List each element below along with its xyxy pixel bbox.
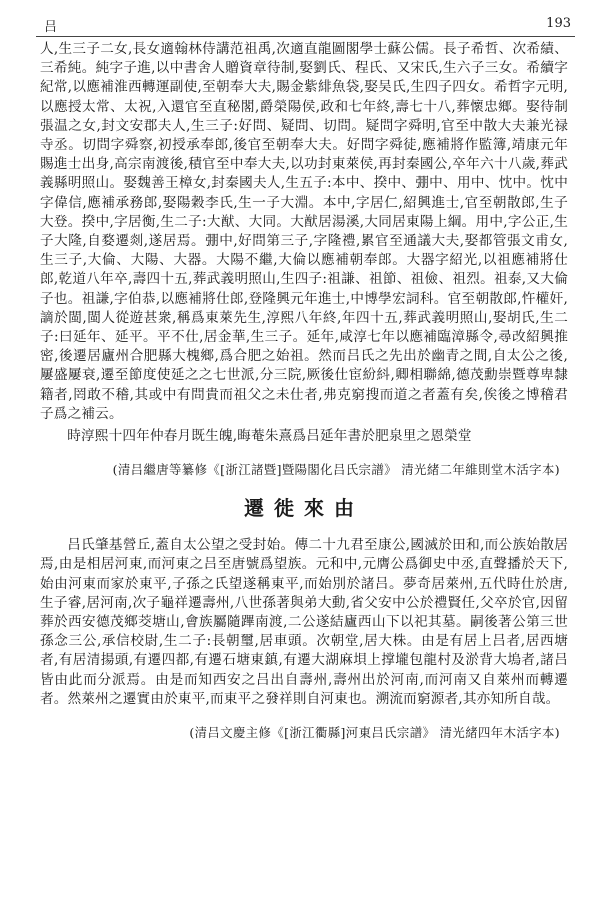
body-paragraph-genealogy: 人,生三子二女,長女適翰林侍講范祖禹,次適直龍圖閣學士蘇公儒。長子希哲、次希績、三希純。純字子進,以中書舍人贈資章待制,娶劉氏、程氏、又宋氏,生六子三女。希續字紀常,以應補淮西轉運副使,至朝奉大夫,賜金紫緋魚袋,娶吴氏,生四子四女。希哲字元明,以應授太常、太祝,入還官至直秘閣,爵榮陽侯,政和七年終,壽七十八,葬懷忠鄉。娶待制張温之女,封文安郡夫人,生三子:好問、疑問、切問。疑問字舜明,官至中散大夫兼光禄寺丞。切問字舜察,初授承奉郎,後官至朝奉大夫。好問字舜徒,應補將作監簿,靖康元年賜進士出身,高宗南渡後,積官至中奉大夫,以功封東萊侯,再封秦國公,卒年六十八歲,葬武義縣明照山。娶魏善王樟女,封秦國夫人,生五子:本中、揆中、弸中、用中、忱中。忱中字偉信,應補承務郎,娶陽穀李氏,生一子大淵。本中,字居仁,紹興進士,官至朝散郎,生子大登。揆中,字居衡,生二子:大猷、大同。大猷居湯溪,大同居東陽上綱。用中,字公正,生子大隆,自婺遷剡,遂居焉。弸中,好問第三子,字隆禮,累官至通議大夫,娶都管張文甫女,生三子,大倫、大陽、大器。大陽不繼,大倫以應補朝奉郎。大器字紹光,以祖應補將仕郎,乾道八年卒,壽四十五,葬武義明照山,生四子:祖謙、祖節、祖儉、祖烈。祖泰,又大倫子也。祖謙,字伯恭,以應補將仕郎,登隆興元年進士,中博學宏詞科。官至朝散郎,忤權奸,謫於閩,閩人從遊甚衆,稱爲東萊先生,淳熙八年終,年四十五,葬武義明照山,娶胡氏,生二子:曰延年、延平。平不仕,居金華,生三子。延年,咸淳七年以應補臨漳縣令,尋改紹興推密,後遷居廬州合肥縣大槐鄉,爲合肥之始祖。然而吕氏之先出於幽青之間,自太公之後,屢盛屢衰,遷至節度使延之之七世派,分三院,厥後仕宦紛紏,卿相聯綿,德茂勳崇暨尊卑隸籍者,罔敢不稽,其或中有問貴而祖父之未仕者,弗克窮搜而道之者蓋有矣,俟後之博稽君子爲之補云。 (40, 41, 568, 422)
source-citation-2: (清吕文慶主修《[浙江衢縣]河東吕氏宗譜》 清光緒四年木活字本) (189, 725, 560, 741)
body-paragraph-migration: 吕氏肇基營丘,蓋自太公望之受封始。傳二十九君至康公,國滅於田和,而公族始散居焉,由是相居河東,而河東之吕至唐號爲望族。元和中,元膺公爲御史中丞,直聲播於天下,始由河東而家於東平,子孫之氏望遂稱東平,而始別於諸吕。夢奇居萊州,五代時仕於唐,生子睿,居河南,次子龜祥遷壽州,八世孫著與弟大動,省父安中公於禮賢任,父卒於官,因留葬於西安德茂鄉茭塘山,會族屬隨蹕南渡,二公遂結廬西山下以祀其墓。嗣後著公第三世孫念三公,承信校尉,生二子:長朝璽,居車頭。次朝堂,居大株。由是有居上吕者,居西塘者,有居清揚頭,有遷四都,有遷石塘東鎮,有遷大湖麻垻上撑壠包龍村及淤背大塢者,諸吕皆由此而分派焉。由是而知西安之吕出自壽州,壽州出於河南,而河南又自萊州而轉遷者。然萊州之遷實由於東平,而東平之發祥則自河東也。溯流而窮源者,其亦知所自哉。 (40, 537, 568, 707)
page-body (40, 40, 568, 743)
running-title: 吕 (44, 20, 58, 35)
source-citation-1: (清吕繼唐等纂修《[浙江諸暨]暨陽閣化吕氏宗譜》 清光緒二年維則堂木活字本) (112, 462, 560, 478)
page-header (36, 14, 575, 37)
page-number: 193 (546, 16, 571, 31)
section-title: 遷徙來由 (244, 496, 364, 521)
body-paragraph-colophon: 時淳熙十四年仲春月既生魄,晦菴朱熹爲吕延年書於肥泉里之恩榮堂 (67, 428, 472, 445)
